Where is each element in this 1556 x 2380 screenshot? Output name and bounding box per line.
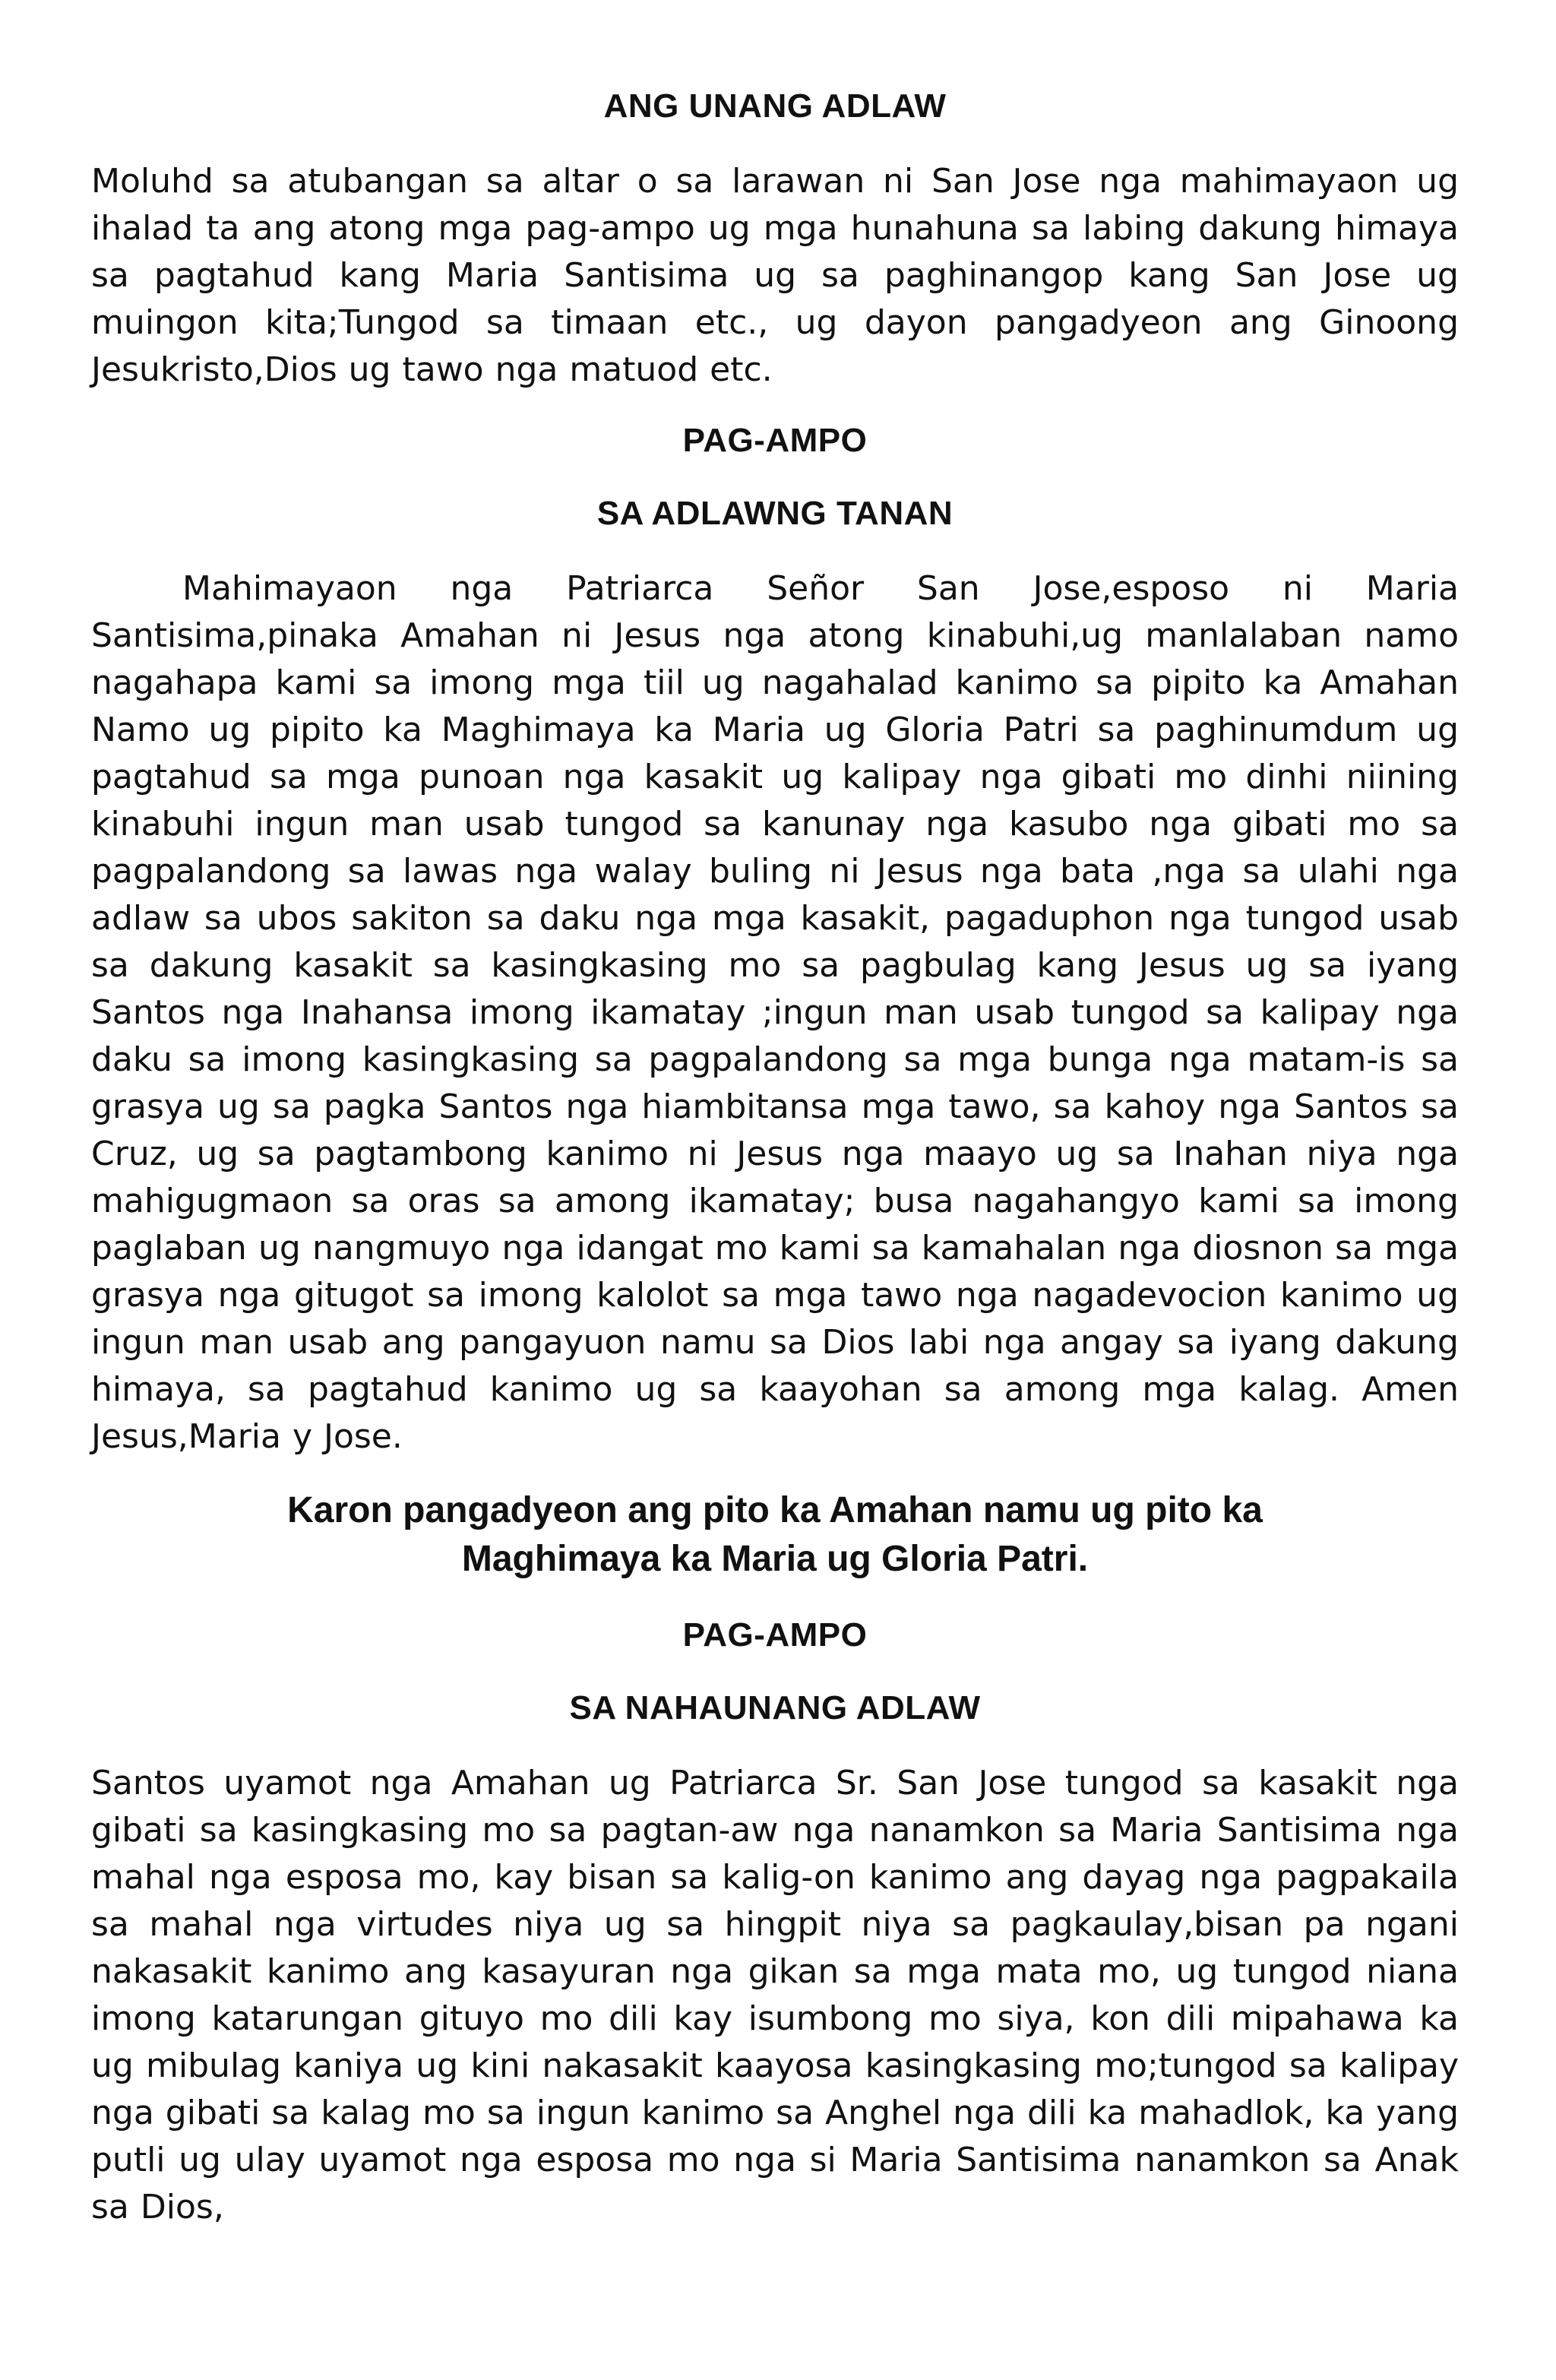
instruction-text: Karon pangadyeon ang pito ka Amahan namu ug pito ka Maghimaya ka Maria ug Gloria Patri. <box>287 1490 1263 1579</box>
first-day-prayer-paragraph: Santos uyamot nga Amahan ug Patriarca Sr. San Jose tungod sa kasakit nga gibati sa kasingkasing mo sa pagtan-aw nga nanamkon sa Maria Santisima nga mahal nga esposa mo, kay bisan sa kalig-on kanimo ang dayag nga pagpakaila sa mahal nga virtudes niya ug sa hingpit niya sa pagkaulay,bisan pa ngani nakasakit kanimo ang kasayuran nga gikan sa mga mata mo, ug tungod niana imong katarungan gituyo mo dili kay isumbong mo siya, kon dili mipahawa ka ug mibulag kaniya ug kini nakasakit kaayosa kasingkasing mo;tungod sa kalipay nga gibati sa kalag mo sa ingun kanimo sa Anghel nga dili ka mahadlok, ka yang putli ug ulay uyamot nga esposa mo nga si Maria Santisima nanamkon sa Anak sa Dios, <box>91 1764 1459 2227</box>
heading-first-day: ANG UNANG ADLAW <box>603 87 947 125</box>
heading-every-day: SA ADLAWNG TANAN <box>596 495 954 532</box>
intro-paragraph: Moluhd sa atubangan sa altar o sa larawan ni San Jose nga mahimayaon ug ihalad ta ang atong mga pag-ampo ug mga hunahuna sa labing dakung himaya sa pagtahud kang Maria Santisima ug sa paghinangop kang San Jose ug muingon kita;Tungod sa timaan etc., ug dayon pangadyeon ang Ginoong Jesukristo,Dios ug tawo nga matuod etc. <box>91 162 1459 389</box>
heading-first-day-2: SA NAHAUNANG ADLAW <box>569 1689 981 1726</box>
document-page <box>91 85 1459 2257</box>
daily-prayer-paragraph: Mahimayaon nga Patriarca Señor San Jose,esposo ni Maria Santisima,pinaka Amahan ni Jesus nga atong kinabuhi,ug manlalaban namo nagahapa kami sa imong mga tiil ug nagahalad kanimo sa pipito ka Amahan Namo ug pipito ka Maghimaya ka Maria ug Gloria Patri sa paghinumdum ug pagtahud sa mga punoan nga kasakit ug kalipay nga gibati mo dinhi niining kinabuhi ingun man usab tungod sa kanunay nga kasubo nga gibati mo sa pagpalandong sa lawas nga walay buling ni Jesus nga bata ,nga sa ulahi nga adlaw sa ubos sakiton sa daku nga mga kasakit, pagaduphon nga tungod usab sa dakung kasakit sa kasingkasing mo sa pagbulag kang Jesus ug sa iyang Santos nga Inahansa imong ikamatay ;ingun man usab tungod sa kalipay nga daku sa imong kasingkasing sa pagpalandong sa mga bunga nga matam-is sa grasya ug sa pagka Santos nga hiambitansa mga tawo, sa kahoy nga Santos sa Cruz, ug sa pagtambong kanimo ni Jesus nga maayo ug sa Inahan niya nga mahigugmaon sa oras sa among ikamatay; busa nagahangyo kami sa imong paglaban ug nangmuyo nga idangat mo kami sa kamahalan nga diosnon sa mga grasya nga gitugot sa imong kalolot sa mga tawo nga nagadevocion kanimo ug ingun man usab ang pangayuon namu sa Dios labi nga angay sa iyang dakung himaya, sa pagtahud kanimo ug sa kaayohan sa among mga kalag. Amen Jesus,Maria y Jose. <box>91 569 1459 1456</box>
heading-prayer: PAG-AMPO <box>682 422 868 459</box>
heading-prayer-2: PAG-AMPO <box>682 1616 868 1654</box>
